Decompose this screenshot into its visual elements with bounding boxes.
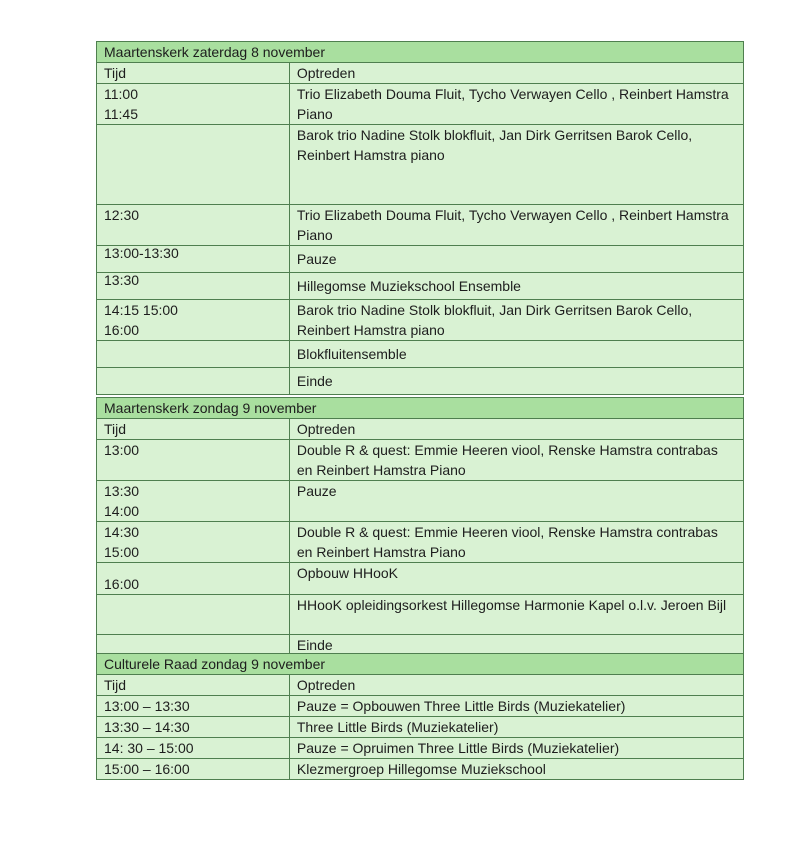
table-row (97, 205, 744, 246)
act-cell: Pauze = Opbouwen Three Little Birds (Muziekatelier) (289, 696, 743, 717)
act-cell: Barok trio Nadine Stolk blokfluit, Jan Dirk Gerritsen Barok Cello, Reinbert Hamstra piano (289, 300, 743, 341)
column-header-act: Optreden (289, 419, 743, 440)
table-row (97, 273, 744, 300)
table-row (97, 759, 744, 780)
time-cell: 14: 30 – 15:00 (97, 738, 290, 759)
act-cell: Klezmergroep Hillegomse Muziekschool (289, 759, 743, 780)
table-row (97, 440, 744, 481)
act-cell: Pauze (289, 246, 743, 273)
time-cell: 13:00-13:30 (97, 246, 290, 273)
table-row (97, 563, 744, 595)
act-cell: Three Little Birds (Muziekatelier) (289, 717, 743, 738)
time-cell: 13:30 14:00 (97, 481, 290, 522)
column-header-time: Tijd (97, 675, 290, 696)
table-title: Maartenskerk zondag 9 november (97, 398, 744, 419)
table-row (97, 522, 744, 563)
column-header-act: Optreden (289, 63, 743, 84)
act-cell: Barok trio Nadine Stolk blokfluit, Jan Dirk Gerritsen Barok Cello, Reinbert Hamstra piano (289, 125, 743, 205)
time-cell: 15:00 – 16:00 (97, 759, 290, 780)
act-cell: Pauze = Opruimen Three Little Birds (Muziekatelier) (289, 738, 743, 759)
time-cell: 13:30 – 14:30 (97, 717, 290, 738)
time-cell: 11:00 11:45 (97, 84, 290, 125)
schedule-table-culturele-raad (96, 653, 744, 780)
column-header-act: Optreden (289, 675, 743, 696)
time-cell (97, 125, 290, 205)
time-cell (97, 341, 290, 368)
time-cell (97, 368, 290, 395)
act-cell: Hillegomse Muziekschool Ensemble (289, 273, 743, 300)
schedule-table-saturday (96, 41, 744, 395)
act-cell: Double R & quest: Emmie Heeren viool, Renske Hamstra contrabas en Reinbert Hamstra Piano (289, 522, 743, 563)
time-cell: 12:30 (97, 205, 290, 246)
table-row (97, 246, 744, 273)
time-cell: 13:00 – 13:30 (97, 696, 290, 717)
time-cell: 13:00 (97, 440, 290, 481)
time-cell: 16:00 (97, 563, 290, 595)
table-row (97, 595, 744, 635)
column-header-time: Tijd (97, 63, 290, 84)
table-title: Maartenskerk zaterdag 8 november (97, 42, 744, 63)
time-cell: 14:15 15:00 16:00 (97, 300, 290, 341)
table-row (97, 717, 744, 738)
table-row (97, 341, 744, 368)
act-cell: Blokfluitensemble (289, 341, 743, 368)
table-row (97, 125, 744, 205)
time-cell: 14:30 15:00 (97, 522, 290, 563)
table-title: Culturele Raad zondag 9 november (97, 654, 744, 675)
act-cell: Einde (289, 635, 743, 656)
table-row (97, 84, 744, 125)
column-header-time: Tijd (97, 419, 290, 440)
act-cell: Opbouw HHooK (289, 563, 743, 595)
act-cell: Einde (289, 368, 743, 395)
act-cell: Pauze (289, 481, 743, 522)
table-row (97, 696, 744, 717)
act-cell: HHooK opleidingsorkest Hillegomse Harmonie Kapel o.l.v. Jeroen Bijl (289, 595, 743, 635)
table-row (97, 368, 744, 395)
act-cell: Double R & quest: Emmie Heeren viool, Renske Hamstra contrabas en Reinbert Hamstra Piano (289, 440, 743, 481)
act-cell: Trio Elizabeth Douma Fluit, Tycho Verwayen Cello , Reinbert Hamstra Piano (289, 205, 743, 246)
table-row (97, 300, 744, 341)
time-cell (97, 595, 290, 635)
table-row (97, 738, 744, 759)
table-row (97, 481, 744, 522)
act-cell: Trio Elizabeth Douma Fluit, Tycho Verwayen Cello , Reinbert Hamstra Piano (289, 84, 743, 125)
time-cell: 13:30 (97, 273, 290, 300)
schedule-table-sunday (96, 397, 744, 656)
